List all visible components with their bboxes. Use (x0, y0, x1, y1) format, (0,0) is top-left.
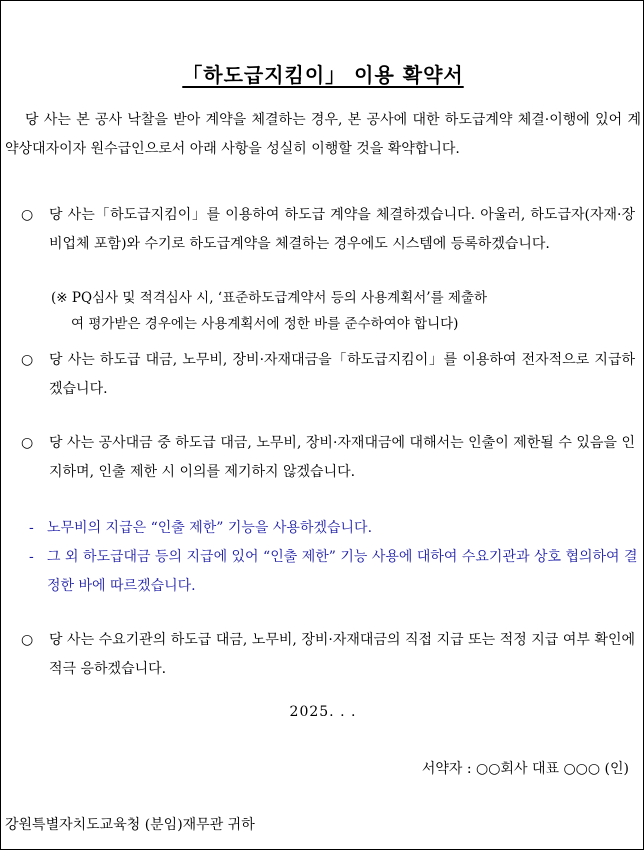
sub-item-2 (29, 543, 639, 601)
pledge-item-4-text: 당 사는 수요기관의 하도급 대금, 노무비, 장비·자재대금의 직접 지급 또는 적정 지급 여부 확인에 적극 응하겠습니다. (49, 632, 635, 677)
circle-bullet-icon: ○ (21, 207, 34, 223)
circle-bullet-icon: ○ (21, 352, 34, 368)
document-date: 2025. . . (289, 704, 357, 720)
circle-bullet-icon: ○ (21, 632, 34, 648)
recipient-line: 강원특별자치도교육청 (분임)재무관 귀하 (5, 817, 255, 833)
document-title-text: 「하도급지킴이」 이용 확약서 (182, 63, 464, 87)
pledge-item-1-text: 당 사는「하도급지킴이」를 이용하여 하도급 계약을 체결하겠습니다. 아울러, 하도급자(자재·장비업체 포함)와 수기로 하도급계약을 체결하는 경우에도 시스템에 등록하겠습니다. (49, 207, 635, 252)
pledge-item-1 (21, 201, 635, 259)
pq-note-line-1: (※ PQ심사 및 적격심사 시, ‘표준하도급계약서 등의 사용계획서’를 제출하 (51, 290, 488, 306)
pledge-item-3 (21, 429, 635, 487)
sub-item-1-text: 노무비의 지급은 “인출 제한” 기능을 사용하겠습니다. (47, 520, 373, 536)
pledge-item-4 (21, 626, 635, 684)
pledge-item-2-text: 당 사는 하도급 대금, 노무비, 장비·자재대금을「하도급지킴이」를 이용하여 전자적으로 지급하겠습니다. (49, 352, 635, 397)
intro-paragraph: 당 사는 본 공사 낙찰을 받아 계약을 체결하는 경우, 본 공사에 대한 하도급계약 체결·이행에 있어 계약상대자이자 원수급인으로서 아래 사항을 성실히 이행할 것을 확약합니다. (5, 112, 641, 157)
pledge-item-2 (21, 346, 635, 404)
dash-bullet-icon: - (29, 549, 34, 565)
pq-note (51, 285, 635, 337)
dash-bullet-icon: - (29, 520, 34, 536)
pq-note-line-2: 여 평가받은 경우에는 사용계획서에 정한 바를 준수하여야 합니다) (71, 316, 459, 332)
document-title (1, 59, 644, 88)
pledge-item-3-text: 당 사는 공사대금 중 하도급 대금, 노무비, 장비·자재대금에 대해서는 인출이 제한될 수 있음을 인지하며, 인출 제한 시 이의를 제기하지 않겠습니다. (49, 435, 635, 480)
sub-item-2-text: 그 외 하도급대금 등의 지급에 있어 “인출 제한” 기능 사용에 대하여 수요기관과 상호 협의하여 결정한 바에 따르겠습니다. (47, 549, 638, 594)
signer-line: 서약자 : ○○회사 대표 ○○○ (인) (421, 761, 629, 777)
circle-bullet-icon: ○ (21, 435, 34, 451)
sub-item-1 (29, 514, 639, 543)
